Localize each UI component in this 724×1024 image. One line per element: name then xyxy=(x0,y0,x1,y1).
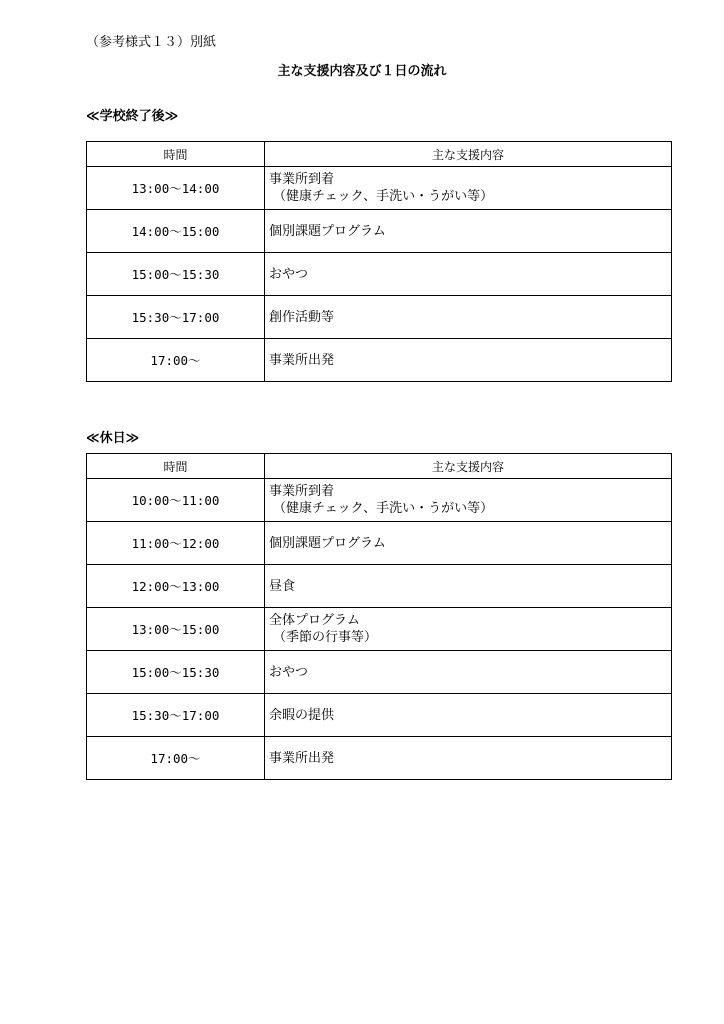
time-cell: 13:00～15:00 xyxy=(87,608,265,651)
table-row xyxy=(87,565,672,608)
table-row xyxy=(87,608,672,651)
content-cell xyxy=(265,339,672,382)
table-header-row xyxy=(87,454,672,479)
content-line: 個別課題プログラム xyxy=(269,223,386,239)
content-column-header: 主な支援内容 xyxy=(265,454,672,479)
content-cell xyxy=(265,565,672,608)
content-line: 創作活動等 xyxy=(269,309,335,325)
content-cell xyxy=(265,737,672,780)
table-row xyxy=(87,737,672,780)
content-line: 全体プログラム xyxy=(269,613,360,628)
time-cell: 10:00～11:00 xyxy=(87,479,265,522)
content-line: おやつ xyxy=(269,664,309,680)
content-cell xyxy=(265,210,672,253)
form-label: （参考様式１３）別紙 xyxy=(86,35,217,50)
table-row xyxy=(87,167,672,210)
table-row xyxy=(87,479,672,522)
after-school-schedule-table xyxy=(86,141,672,382)
time-cell: 15:00～15:30 xyxy=(87,651,265,694)
content-line: 事業所到着 xyxy=(269,484,335,499)
content-cell xyxy=(265,651,672,694)
content-line: おやつ xyxy=(269,266,309,282)
table-row xyxy=(87,651,672,694)
time-column-header: 時間 xyxy=(87,142,265,167)
table-row xyxy=(87,694,672,737)
after-school-section-title: ≪学校終了後≫ xyxy=(86,109,179,124)
content-line: 余暇の提供 xyxy=(269,707,335,723)
content-cell xyxy=(265,167,672,210)
time-cell: 12:00～13:00 xyxy=(87,565,265,608)
content-cell xyxy=(265,608,672,651)
holiday-schedule-table xyxy=(86,453,672,780)
time-cell: 15:00～15:30 xyxy=(87,253,265,296)
table-row xyxy=(87,253,672,296)
document-title: 主な支援内容及び１日の流れ xyxy=(277,64,447,79)
content-line: 事業所出発 xyxy=(269,352,335,368)
table-header-row xyxy=(87,142,672,167)
content-cell xyxy=(265,479,672,522)
table-row xyxy=(87,210,672,253)
time-cell: 14:00～15:00 xyxy=(87,210,265,253)
content-line: 事業所到着 xyxy=(269,172,335,187)
time-cell: 15:30～17:00 xyxy=(87,296,265,339)
time-cell: 15:30～17:00 xyxy=(87,694,265,737)
content-subline: （健康チェック、手洗い・うがい等） xyxy=(273,501,494,516)
time-cell: 17:00～ xyxy=(87,737,265,780)
content-cell xyxy=(265,253,672,296)
content-line: 昼食 xyxy=(269,578,296,594)
holiday-section-title: ≪休日≫ xyxy=(86,431,140,446)
time-cell: 13:00～14:00 xyxy=(87,167,265,210)
content-line: 事業所出発 xyxy=(269,750,335,766)
content-subline: （季節の行事等） xyxy=(273,630,378,645)
time-cell: 17:00～ xyxy=(87,339,265,382)
time-column-header: 時間 xyxy=(87,454,265,479)
content-cell xyxy=(265,296,672,339)
time-cell: 11:00～12:00 xyxy=(87,522,265,565)
table-row xyxy=(87,339,672,382)
table-row xyxy=(87,296,672,339)
content-column-header: 主な支援内容 xyxy=(265,142,672,167)
content-subline: （健康チェック、手洗い・うがい等） xyxy=(273,189,494,204)
content-line: 個別課題プログラム xyxy=(269,535,386,551)
table-row xyxy=(87,522,672,565)
content-cell xyxy=(265,522,672,565)
content-cell xyxy=(265,694,672,737)
